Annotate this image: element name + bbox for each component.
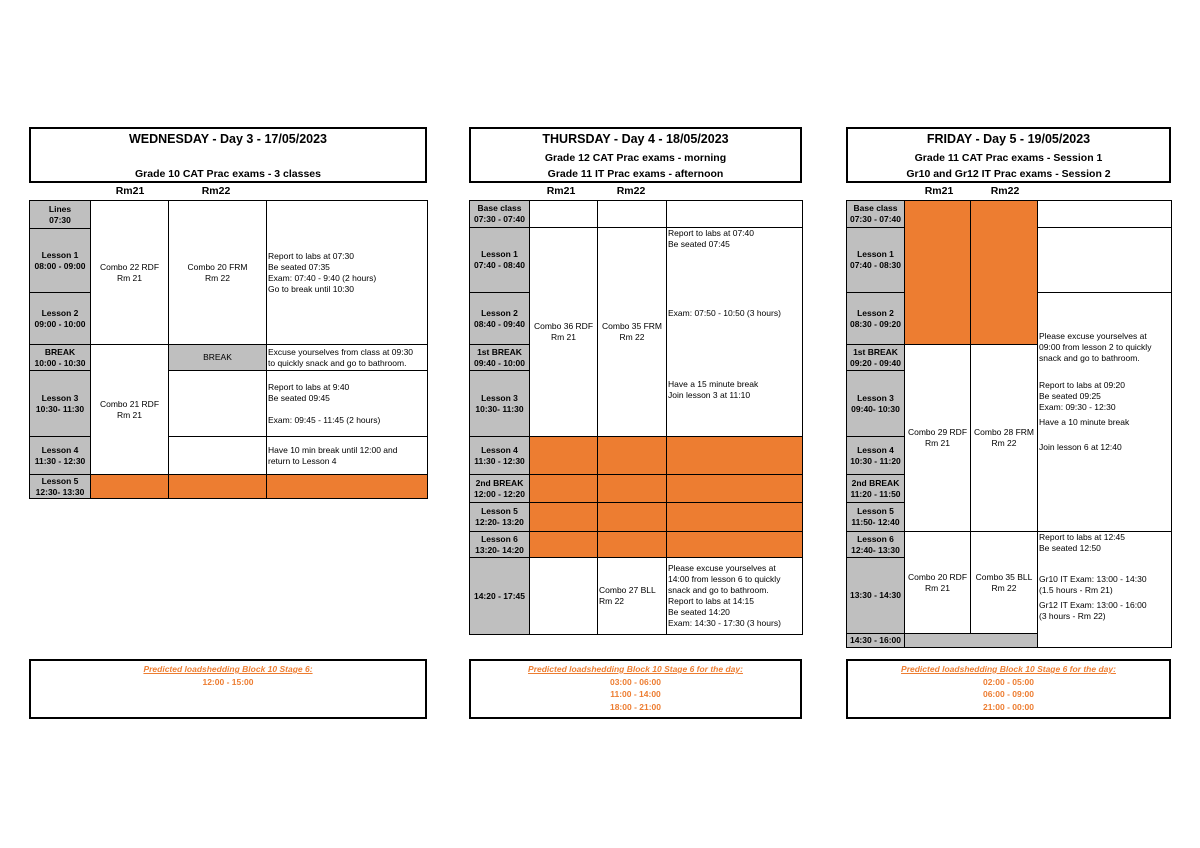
loadshedding-heading: Predicted loadshedding Block 10 Stage 6 for the day: <box>901 664 1116 674</box>
period-label: 14:30 - 16:00 <box>847 634 905 648</box>
loadshedding-cell <box>598 437 667 475</box>
period-label: Lesson 3 10:30- 11:30 <box>470 371 530 437</box>
combo-cell: Combo 35 FRM Rm 22 <box>598 228 667 437</box>
friday-subtitle-2: Gr10 and Gr12 IT Prac exams - Session 2 <box>906 168 1111 180</box>
loadshedding-cell <box>530 437 598 475</box>
combo-cell: Combo 20 RDF Rm 21 <box>905 532 971 634</box>
break-cell: BREAK <box>169 345 267 371</box>
period-label: Lesson 4 10:30 - 11:20 <box>847 437 905 475</box>
loadshedding-cell <box>667 532 803 558</box>
loadshedding-time: 03:00 - 06:00 <box>609 676 662 687</box>
empty-cell <box>530 558 598 635</box>
period-label: Lesson 4 11:30 - 12:30 <box>470 437 530 475</box>
period-label: Lesson 5 12:20- 13:20 <box>470 503 530 532</box>
loadshedding-cell <box>598 475 667 503</box>
combo-cell: Combo 35 BLL Rm 22 <box>971 532 1038 634</box>
period-label: Lesson 1 08:00 - 09:00 <box>30 229 91 293</box>
empty-cell <box>1038 201 1172 228</box>
empty-cell <box>1038 228 1172 293</box>
loadshedding-cell <box>905 201 971 345</box>
period-label: Lesson 5 11:50- 12:40 <box>847 503 905 532</box>
period-label: 1st BREAK 09:40 - 10:00 <box>470 345 530 371</box>
empty-cell <box>169 371 267 437</box>
loadshedding-cell <box>667 475 803 503</box>
friday-title: FRIDAY - Day 5 - 19/05/2023 <box>926 132 1091 146</box>
thursday-room-rm21: Rm21 <box>546 185 576 197</box>
friday-header <box>846 127 1171 183</box>
loadshedding-time: 06:00 - 09:00 <box>982 689 1035 699</box>
empty-cell <box>598 201 667 228</box>
friday-loadshedding-box <box>846 659 1171 719</box>
thursday-title: THURSDAY - Day 4 - 18/05/2023 <box>542 132 729 146</box>
period-label: Lesson 1 07:40 - 08:40 <box>470 228 530 293</box>
instructions-cell: Please excuse yourselves at 09:00 from lesson 2 to quickly snack and go to bathroom. Report to labs at 09:20 Be seated 09:25 Exam: 09:30 - 12:30 Have a 10 minute break Join lesson 6 at 12:40 <box>1038 293 1172 532</box>
loadshedding-cell <box>598 532 667 558</box>
combo-cell: Combo 29 RDF Rm 21 <box>905 345 971 532</box>
period-label: Lesson 2 08:40 - 09:40 <box>470 293 530 345</box>
thursday-subtitle-1: Grade 12 CAT Prac exams - morning <box>544 152 727 164</box>
loadshedding-cell <box>169 475 267 499</box>
wednesday-room-rm21: Rm21 <box>115 185 145 197</box>
period-label: 14:20 - 17:45 <box>470 558 530 635</box>
period-label: Lesson 3 10:30- 11:30 <box>30 371 91 437</box>
combo-cell: Combo 20 FRM Rm 22 <box>169 201 267 345</box>
loadshedding-cell <box>667 437 803 475</box>
period-label: 2nd BREAK 11:20 - 11:50 <box>847 475 905 503</box>
loadshedding-cell <box>267 475 428 499</box>
period-label: 1st BREAK 09:20 - 09:40 <box>847 345 905 371</box>
period-label: Lesson 6 12:40- 13:30 <box>847 532 905 558</box>
period-label: Lines 07:30 <box>30 201 91 229</box>
loadshedding-cell <box>530 503 598 532</box>
loadshedding-cell <box>971 201 1038 345</box>
loadshedding-heading: Predicted loadshedding Block 10 Stage 6: <box>143 664 313 674</box>
loadshedding-cell <box>91 475 169 499</box>
thursday-room-rm22: Rm22 <box>616 185 646 197</box>
instructions-cell: Have 10 min break until 12:00 and return to Lesson 4 <box>267 437 428 475</box>
period-label: Base class 07:30 - 07:40 <box>470 201 530 228</box>
loadshedding-time: 11:00 - 14:00 <box>610 689 661 699</box>
instructions-cell: Please excuse yourselves at 14:00 from lesson 6 to quickly snack and go to bathroom. Report to labs at 14:15 Be seated 14:20 Exam: 14:30 - 17:30 (3 hours) <box>667 558 803 635</box>
instructions-cell: Report to labs at 07:30 Be seated 07:35 Exam: 07:40 - 9:40 (2 hours) Go to break until 10:30 <box>267 201 428 345</box>
friday-subtitle-1: Grade 11 CAT Prac exams - Session 1 <box>914 152 1103 164</box>
instructions-cell: Report to labs at 12:45 Be seated 12:50 Gr10 IT Exam: 13:00 - 14:30 (1.5 hours - Rm 21) Gr12 IT Exam: 13:00 - 16:00 (3 hours - Rm 22) <box>1038 532 1172 648</box>
combo-cell: Combo 27 BLL Rm 22 <box>598 558 667 635</box>
instructions-cell: Report to labs at 9:40 Be seated 09:45 Exam: 09:45 - 11:45 (2 hours) <box>267 371 428 437</box>
period-label: Lesson 4 11:30 - 12:30 <box>30 437 91 475</box>
period-label: Lesson 3 09:40- 10:30 <box>847 371 905 437</box>
period-label: Lesson 1 07:40 - 08:30 <box>847 228 905 293</box>
period-label: 2nd BREAK 12:00 - 12:20 <box>470 475 530 503</box>
wednesday-room-rm22: Rm22 <box>201 185 231 197</box>
thursday-header <box>469 127 802 183</box>
loadshedding-heading: Predicted loadshedding Block 10 Stage 6 for the day: <box>528 664 743 674</box>
period-label: 13:30 - 14:30 <box>847 558 905 634</box>
combo-cell: Combo 36 RDF Rm 21 <box>530 228 598 437</box>
thursday-loadshedding-box <box>469 659 802 719</box>
period-label: Lesson 5 12:30- 13:30 <box>30 475 91 499</box>
combo-cell: Combo 21 RDF Rm 21 <box>91 345 169 475</box>
empty-cell <box>667 201 803 228</box>
loadshedding-cell <box>530 532 598 558</box>
loadshedding-time: 02:00 - 05:00 <box>982 676 1035 687</box>
instructions-cell: Report to labs at 07:40 Be seated 07:45 Exam: 07:50 - 10:50 (3 hours) Have a 15 minute break Join lesson 3 at 11:10 <box>667 228 803 437</box>
loadshedding-cell <box>530 475 598 503</box>
empty-cell <box>530 201 598 228</box>
wednesday-subtitle: Grade 10 CAT Prac exams - 3 classes <box>134 168 321 180</box>
wednesday-loadshedding-box <box>29 659 427 719</box>
period-label: Lesson 6 13:20- 14:20 <box>470 532 530 558</box>
empty-cell <box>169 437 267 475</box>
period-label: BREAK 10:00 - 10:30 <box>30 345 91 371</box>
wednesday-schedule-table <box>29 200 428 499</box>
loadshedding-time: 12:00 - 15:00 <box>202 676 254 687</box>
friday-room-rm21: Rm21 <box>924 185 954 197</box>
loadshedding-time: 18:00 - 21:00 <box>609 701 662 712</box>
friday-schedule-table <box>846 200 1172 648</box>
loadshedding-time: 21:00 - 00:00 <box>982 701 1035 712</box>
thursday-schedule-table <box>469 200 803 635</box>
loadshedding-cell <box>667 503 803 532</box>
grey-cell <box>905 634 1038 648</box>
period-label: Lesson 2 08:30 - 09:20 <box>847 293 905 345</box>
wednesday-header <box>29 127 427 183</box>
wednesday-title: WEDNESDAY - Day 3 - 17/05/2023 <box>128 132 328 146</box>
combo-cell: Combo 28 FRM Rm 22 <box>971 345 1038 532</box>
instructions-cell: Excuse yourselves from class at 09:30 to quickly snack and go to bathroom. <box>267 345 428 371</box>
period-label: Lesson 2 09:00 - 10:00 <box>30 293 91 345</box>
friday-room-rm22: Rm22 <box>990 185 1020 197</box>
combo-cell: Combo 22 RDF Rm 21 <box>91 201 169 345</box>
thursday-subtitle-2: Grade 11 IT Prac exams - afternoon <box>547 168 724 180</box>
loadshedding-cell <box>598 503 667 532</box>
period-label: Base class 07:30 - 07:40 <box>847 201 905 228</box>
